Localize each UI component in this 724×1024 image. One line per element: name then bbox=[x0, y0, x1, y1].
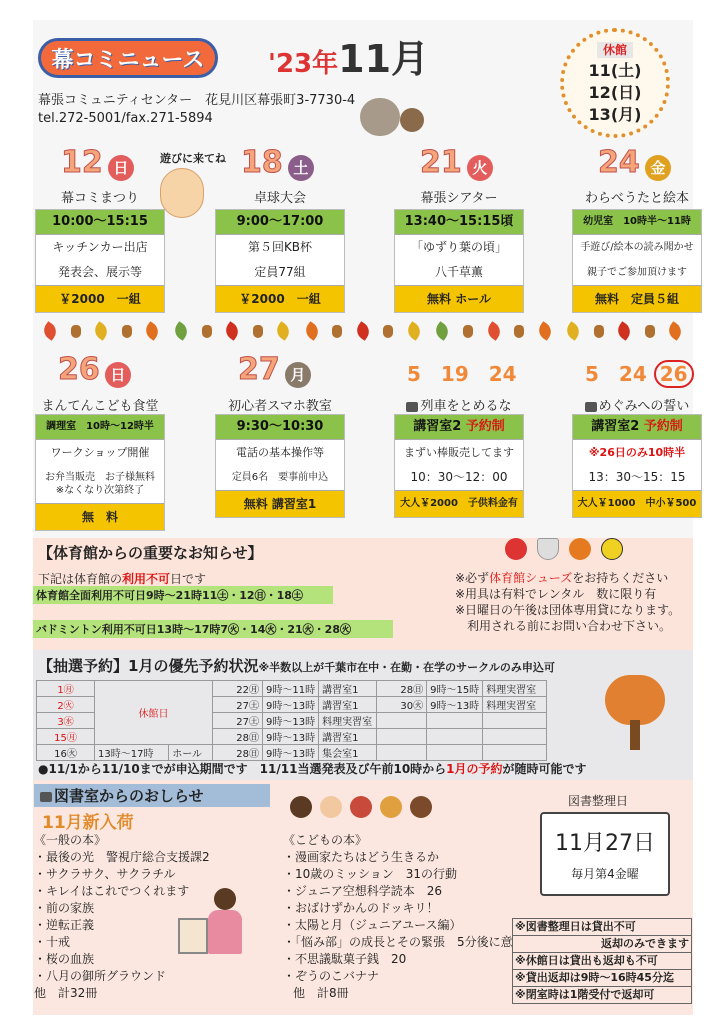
library-note: ※休館日は貸出も返却も不可 bbox=[512, 953, 692, 970]
event-fee: 無 料 bbox=[36, 503, 164, 530]
organizing-day-date: 11月27日 bbox=[555, 831, 655, 856]
event-card bbox=[215, 209, 345, 313]
closed-date: 2㊋ bbox=[37, 697, 95, 713]
event-card bbox=[35, 414, 165, 531]
event-card bbox=[394, 209, 524, 313]
event-weekday: 日 bbox=[108, 155, 134, 181]
list-item: ・逆転正義 bbox=[34, 918, 95, 932]
list-item: ・最後の光 警視庁総合支援課2 bbox=[34, 850, 210, 864]
lottery-heading-row bbox=[38, 655, 555, 676]
projector-icon bbox=[406, 402, 418, 412]
room: 料理実習室 bbox=[483, 697, 547, 713]
reservation-required: 予約制 bbox=[465, 419, 505, 434]
event-title: わらべうたと絵本 bbox=[584, 191, 689, 206]
closed-day: 13(月) bbox=[588, 105, 642, 124]
room: ホール bbox=[169, 745, 213, 761]
list-item: ・おばけずかんのドッキリ！ bbox=[283, 901, 439, 915]
issue-month-label: 11月 bbox=[338, 37, 430, 81]
event-day: 12 bbox=[61, 145, 103, 180]
event-detail: 第５回KB杯 bbox=[247, 240, 313, 254]
event-detail: ※26日のみ10時半 bbox=[588, 446, 686, 459]
event-weekday: 火 bbox=[467, 155, 493, 181]
logo: 幕コミニュース bbox=[38, 38, 218, 78]
event-fee: ￥2000 一組 bbox=[36, 285, 164, 312]
list-item: ・太陽と月（ジュニアユース編） bbox=[283, 918, 462, 932]
event-detail: 「ゆずり葉の頃」 bbox=[410, 240, 507, 254]
time: 9時～13時 bbox=[263, 697, 319, 713]
library-note: 返却のみできます bbox=[512, 936, 692, 953]
event-card bbox=[572, 414, 702, 518]
closed-date: 1㊊ bbox=[37, 681, 95, 697]
list-item: ・漫画家たちはどう生きるか bbox=[283, 850, 440, 864]
event-date bbox=[238, 352, 311, 388]
list-item: ・キレイはこれでつくれます bbox=[34, 884, 190, 898]
projector-icon bbox=[585, 402, 597, 412]
closed-label: 休館 bbox=[597, 42, 633, 58]
event-day: 18 bbox=[241, 145, 283, 180]
event-weekday: 日 bbox=[105, 362, 131, 388]
event-detail: まずい棒販売してます bbox=[404, 446, 514, 459]
event-weekday: 金 bbox=[645, 155, 671, 181]
event-detail bbox=[216, 465, 344, 490]
event-time bbox=[395, 415, 523, 440]
closed-day: 12(日) bbox=[588, 83, 642, 102]
event-detail: 電話の基本操作等 bbox=[236, 446, 324, 459]
date: 27㊏ bbox=[213, 697, 263, 713]
event-detail: 定員77組 bbox=[254, 265, 306, 279]
event-fee: 無料 ホール bbox=[395, 285, 523, 312]
closed-day: 11(土) bbox=[588, 61, 642, 80]
event-day-circled: 26 bbox=[654, 360, 694, 388]
event-fee: 大人￥2000 子供料金有 bbox=[395, 490, 523, 517]
event-date bbox=[241, 145, 314, 181]
event-time bbox=[216, 415, 344, 440]
gym-note: ※用具は有料でレンタル 数に限り有 bbox=[455, 587, 657, 601]
list-total: 他 計32冊 bbox=[34, 986, 98, 1000]
event-detail-text: ※なくなり次第終了 bbox=[55, 485, 145, 496]
gym-intro bbox=[38, 570, 206, 587]
event-detail-text: 10：30～12：00 bbox=[410, 470, 508, 484]
date: 28㊐ bbox=[377, 681, 427, 697]
event-time-text: 講習室2 bbox=[591, 419, 640, 434]
library-heading-text: 図書室からのおしらせ bbox=[54, 787, 204, 805]
ping-pong-icon bbox=[505, 538, 527, 560]
room: 料理実習室 bbox=[483, 681, 547, 697]
event-detail bbox=[395, 465, 523, 490]
event-date bbox=[420, 145, 493, 181]
lottery-note: ※半数以上が千葉市在中・在勤・在学のサークルのみ申込可 bbox=[258, 661, 555, 674]
event-time bbox=[36, 415, 164, 440]
event-time: 幼児室 10時半～11時 bbox=[573, 210, 701, 235]
event-detail-text: 定員6名 要事前申込 bbox=[231, 472, 329, 483]
event-fee: 無料 定員５組 bbox=[573, 285, 701, 312]
list-item: ・10歳のミッション 31の行動 bbox=[283, 867, 458, 881]
table-row bbox=[37, 745, 547, 761]
list-item: ・桜の血族 bbox=[34, 952, 95, 966]
address: 幕張コミュニティセンター 花見川区幕張町3-7730-4 bbox=[38, 93, 356, 108]
event-title-text: 初心者スマホ教室 bbox=[228, 399, 332, 414]
event-time-text: 講習室2 bbox=[413, 419, 462, 434]
list-total: 他 計8冊 bbox=[293, 986, 349, 1000]
library-heading bbox=[34, 784, 270, 807]
list-item: ・不思議駄菓子銭 20 bbox=[283, 952, 407, 966]
list-title: 《一般の本》 bbox=[34, 833, 107, 847]
event-time bbox=[573, 415, 701, 440]
event-detail: ワークショップ開催 bbox=[50, 446, 150, 459]
reservation-required: 予約制 bbox=[643, 419, 683, 434]
list-title: 《こどもの本》 bbox=[283, 833, 368, 847]
date: 27㊏ bbox=[213, 713, 263, 729]
gym-heading: 【体育館からの重要なお知らせ】 bbox=[38, 544, 263, 562]
event-detail: 発表会、展示等 bbox=[57, 265, 142, 279]
event-day: 27 bbox=[238, 352, 280, 387]
time: 9時～13時 bbox=[263, 729, 319, 745]
issue-month bbox=[268, 28, 429, 83]
event-detail-text: 13：30～15：15 bbox=[588, 470, 686, 484]
event-time: 13:40～15:15頃 bbox=[395, 210, 523, 235]
event-title bbox=[572, 395, 702, 414]
contact: tel.272-5001/fax.271-5894 bbox=[38, 111, 213, 126]
lottery-table bbox=[36, 680, 547, 761]
kids-books bbox=[283, 832, 513, 1002]
event-detail: 手遊び/絵本の読み聞かせ bbox=[580, 242, 694, 253]
gym-intro-text: 下記は体育館の bbox=[38, 572, 123, 586]
room: 講習室1 bbox=[319, 681, 377, 697]
event-days: 5 24 bbox=[585, 362, 647, 386]
event-date bbox=[58, 352, 131, 388]
event-title bbox=[394, 395, 524, 414]
event-card bbox=[215, 414, 345, 518]
event-time: 10:00～15:15 bbox=[36, 210, 164, 235]
gym-intro-text: 日です bbox=[170, 572, 207, 586]
sports-icons bbox=[505, 538, 645, 566]
library-notes bbox=[512, 918, 692, 1004]
room: 講習室1 bbox=[319, 729, 377, 745]
leaf-garland bbox=[36, 320, 690, 342]
event-detail: 親子でご参加頂けます bbox=[587, 267, 687, 278]
event-card bbox=[572, 209, 702, 313]
librarian-illustration bbox=[178, 888, 248, 968]
time: 9時～11時 bbox=[263, 681, 319, 697]
issue-year: '23年 bbox=[268, 49, 339, 79]
mascot-speech: 遊びに来てね bbox=[160, 152, 226, 165]
time: 13時～17時 bbox=[95, 745, 169, 761]
event-title bbox=[215, 395, 345, 414]
time: 9時～13時 bbox=[427, 697, 483, 713]
date: 28㊐ bbox=[213, 745, 263, 761]
event-title: 幕張シアター bbox=[420, 191, 498, 206]
basketball-icon bbox=[569, 538, 591, 560]
organizing-day-sub: 毎月第4金曜 bbox=[571, 867, 639, 881]
reading-kids-illustration bbox=[290, 790, 490, 830]
event-title-text: めぐみへの誓い bbox=[598, 399, 690, 414]
date: 22㊊ bbox=[213, 681, 263, 697]
list-item: ・サクラサク、サクラチル bbox=[34, 867, 176, 881]
library-note: ※閉室時は1階受付で返却可 bbox=[512, 987, 692, 1004]
event-weekday: 月 bbox=[285, 362, 311, 388]
gym-full-closed: 体育館全面利用不可日9時～21時11㊏・12㊐・18㊏ bbox=[33, 586, 333, 604]
event-card bbox=[394, 414, 524, 518]
lottery-footer: ●11/1から11/10までが申込期間です 11/11当選発表及び午前10時から1月の予約が随時可能です bbox=[38, 762, 587, 776]
room: 講習室1 bbox=[319, 697, 377, 713]
event-title-text: まんてんこども食堂 bbox=[41, 399, 159, 414]
event-fee: 大人￥1000 中小￥500 bbox=[573, 490, 701, 517]
event-time: 9:00～17:00 bbox=[216, 210, 344, 235]
event-title bbox=[35, 395, 165, 414]
event-fee: 無料 講習室1 bbox=[216, 490, 344, 517]
list-item: ・十戒 bbox=[34, 935, 71, 949]
room: 集会室1 bbox=[319, 745, 377, 761]
library-note: ※貸出返却は9時～16時45分迄 bbox=[512, 970, 692, 987]
gym-notes bbox=[455, 570, 680, 634]
closed-label: 休館日 bbox=[95, 681, 213, 745]
event-day: 26 bbox=[58, 352, 100, 387]
event-detail bbox=[573, 465, 701, 490]
time: 9時～13時 bbox=[263, 745, 319, 761]
date: 16㊋ bbox=[37, 745, 95, 761]
event-day: 24 bbox=[598, 145, 640, 180]
event-dates bbox=[407, 358, 517, 387]
event-time-text: 調理室 10時～12時半 bbox=[46, 421, 154, 432]
event-title: 卓球大会 bbox=[253, 191, 306, 206]
closed-date: 15㊊ bbox=[37, 729, 95, 745]
library-note: ※図書整理日は貸出不可 bbox=[512, 918, 692, 936]
date: 30㊋ bbox=[377, 697, 427, 713]
autumn-tree bbox=[600, 675, 670, 755]
time: 9時～15時 bbox=[427, 681, 483, 697]
date: 28㊐ bbox=[213, 729, 263, 745]
closed-date: 3㊌ bbox=[37, 713, 95, 729]
address-block bbox=[38, 92, 355, 128]
table-row bbox=[37, 681, 547, 697]
volleyball-icon bbox=[601, 538, 623, 560]
event-dates bbox=[585, 358, 694, 388]
event-date bbox=[598, 145, 671, 181]
list-item: ・ぞうのこバナナ bbox=[283, 969, 380, 983]
cat-illustration bbox=[350, 88, 420, 138]
event-date bbox=[61, 145, 134, 181]
event-detail: キッチンカー出店 bbox=[52, 240, 148, 254]
book-icon bbox=[40, 792, 52, 802]
gym-note: ※必ず体育館シューズをお持ちください bbox=[455, 571, 669, 585]
gym-note: 利用される前にお問い合わせ下さい。 bbox=[467, 619, 672, 633]
event-time-text: 9:30～10:30 bbox=[236, 419, 324, 434]
list-item: ・ジュニア空想科学読本 26 bbox=[283, 884, 443, 898]
shuttlecock-icon bbox=[537, 538, 559, 560]
event-detail: 八千草薫 bbox=[434, 265, 483, 279]
organizing-day-card bbox=[540, 812, 670, 896]
badminton-closed: バドミントン利用不可日13時～17時7㊋・14㊋・21㊋・28㊋ bbox=[33, 620, 393, 638]
event-title: 幕コミまつり bbox=[60, 191, 139, 206]
event-detail bbox=[36, 465, 164, 503]
list-item: ・前の家族 bbox=[34, 901, 95, 915]
lottery-heading: 【抽選予約】1月の優先予約状況 bbox=[38, 657, 259, 675]
gym-note: ※日曜日の午後は団体専用貸になります。 bbox=[455, 603, 681, 617]
event-card bbox=[35, 209, 165, 313]
event-title-text: 列車をとめるな bbox=[420, 399, 512, 414]
organizing-day-title: 図書整理日 bbox=[568, 794, 629, 808]
new-arrivals: 11月新入荷 bbox=[42, 813, 134, 833]
event-weekday: 土 bbox=[288, 155, 314, 181]
closed-days-wreath bbox=[560, 28, 670, 138]
gym-intro-red: 利用不可 bbox=[122, 572, 171, 586]
event-fee: ￥2000 一組 bbox=[216, 285, 344, 312]
squirrel-mascot bbox=[160, 168, 204, 218]
event-day: 21 bbox=[420, 145, 462, 180]
event-detail-text: お弁当販売 お子様無料 bbox=[45, 472, 155, 483]
room: 料理実習室 bbox=[319, 713, 377, 729]
time: 9時～13時 bbox=[263, 713, 319, 729]
list-item: ・「悩み部」の成長とその緊張 5分後に意 bbox=[283, 935, 513, 949]
list-item: ・八月の御所グラウンド bbox=[34, 969, 167, 983]
event-days: 5 19 24 bbox=[407, 362, 517, 386]
